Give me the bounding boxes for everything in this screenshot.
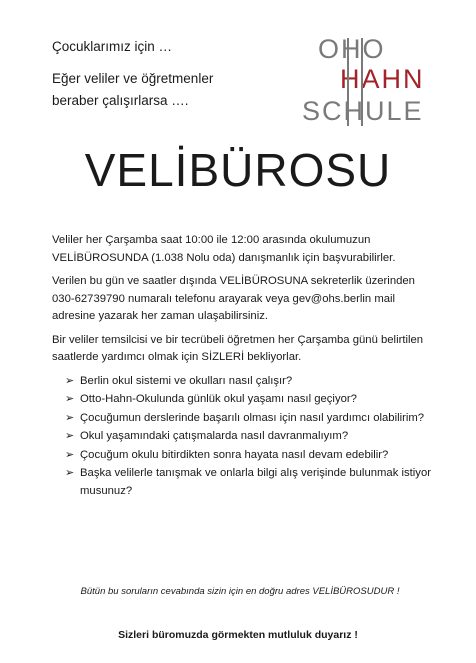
- body-text: [52, 232, 432, 501]
- paragraph-hours: Veliler her Çarşamba saat 10:00 ile 12:00 arasında okulumuzun VELİBÜROSUNDA (1.038 Nolu oda) danışmanlık için başvurabilirler.: [52, 234, 396, 264]
- arrow-bullet-icon: ➢: [65, 374, 75, 387]
- final-greeting: Sizleri büromuzda görmekten mutluluk duyarız !: [118, 629, 358, 641]
- arrow-bullet-icon: ➢: [65, 411, 75, 424]
- logo-row-3: SCHULE: [302, 96, 424, 126]
- intro-line-1: Çocuklarımız için …: [52, 39, 173, 54]
- question-list: [52, 373, 432, 501]
- question-item: ➢ Çocuğum okulu bitirdikten sonra hayata nasıl devam edebilir?: [52, 447, 432, 465]
- logo-row-2: HAHN: [340, 64, 425, 94]
- otto-hahn-schule-logo: [300, 28, 445, 128]
- question-item: ➢ Çocuğumun derslerinde başarılı olması için nasıl yardımcı olabilirim?: [52, 410, 432, 428]
- logo-row-1: OHO: [318, 34, 386, 64]
- intro-block: [52, 36, 302, 112]
- question-item: ➢ Başka velilerle tanışmak ve onlarla bilgi alış verişinde bulunmak istiyor musunuz?: [65, 467, 431, 497]
- intro-line-2: Eğer veliler ve öğretmenler: [52, 71, 214, 86]
- arrow-bullet-icon: ➢: [65, 393, 75, 405]
- arrow-bullet-icon: ➢: [65, 448, 75, 461]
- page-title: VELİBÜROSU: [84, 144, 392, 196]
- paragraph-contact: Verilen bu gün ve saatler dışında VELİBÜROSUNA sekreterlik üzerinden 030-62739790 numaralı telefonu arayarak veya gev@ohs.berlin mail adresine yazarak her zaman ulaşabilirsiniz.: [52, 275, 415, 322]
- question-item: ➢ Berlin okul sistemi ve okulları nasıl çalışır?: [52, 373, 432, 391]
- question-item: ➢ Otto-Hahn-Okulunda günlük okul yaşamı nasıl geçiyor?: [52, 391, 432, 409]
- intro-line-3: beraber çalışırlarsa ….: [52, 93, 189, 108]
- closing-note: Bütün bu soruların cevabında sizin için en doğru adres VELİBÜROSUDUR !: [80, 586, 400, 597]
- arrow-bullet-icon: ➢: [65, 430, 75, 442]
- question-item: ➢ Okul yaşamındaki çatışmalarda nasıl davranmalıyım?: [52, 428, 432, 446]
- arrow-bullet-icon: ➢: [65, 467, 75, 479]
- paragraph-representatives: Bir veliler temsilcisi ve bir tecrübeli öğretmen her Çarşamba günü belirtilen saatlerde yardımcı olmak için SİZLERİ bekliyorlar.: [52, 333, 424, 363]
